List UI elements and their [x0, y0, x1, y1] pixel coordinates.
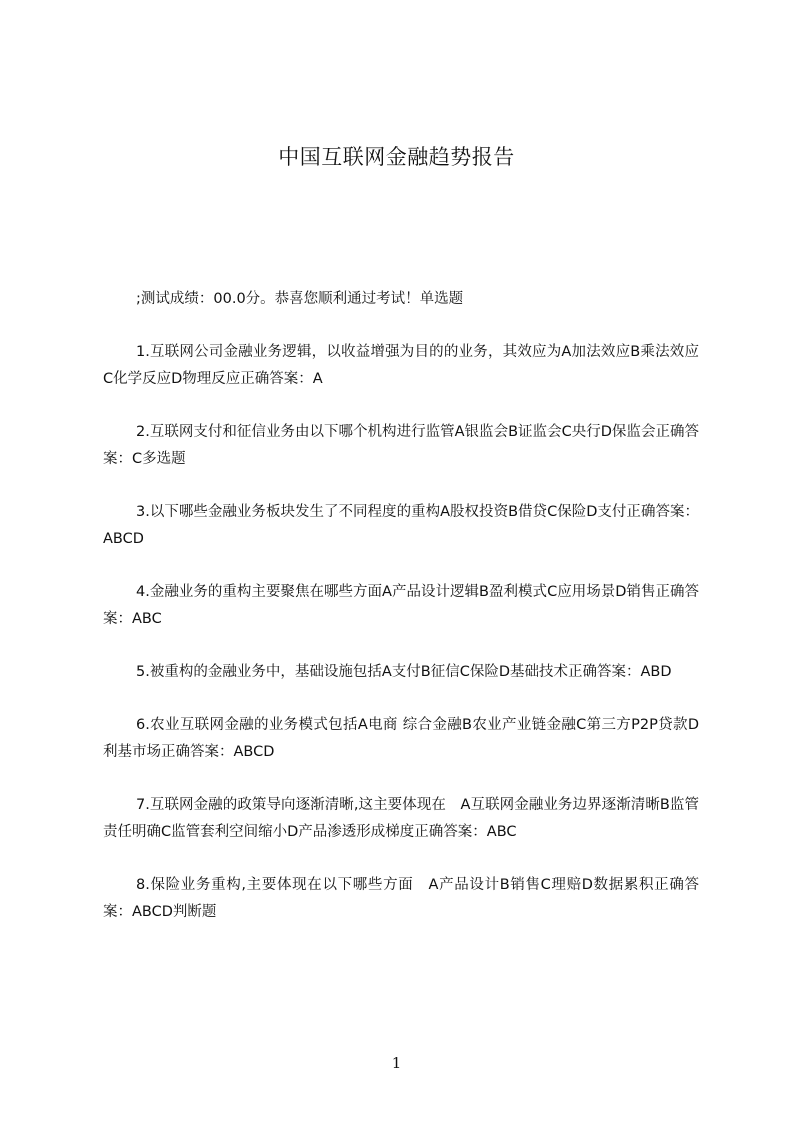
- question-7: 7.互联网金融的政策导向逐渐清晰,这主要体现在 A互联网金融业务边界逐渐清晰B监管责任明确C监管套利空间缩小D产品渗透形成梯度正确答案：ABC: [103, 797, 699, 840]
- document-title: 中国互联网金融趋势报告: [278, 145, 515, 169]
- question-2: 2.互联网支付和征信业务由以下哪个机构进行监管A银监会B证监会C央行D保监会正确答案：C多选题: [103, 424, 699, 467]
- question-3: 3.以下哪些金融业务板块发生了不同程度的重构A股权投资B借贷C保险D支付正确答案：ABCD: [103, 504, 699, 547]
- paragraph-score: ;测试成绩：00.0分。恭喜您顺利通过考试！单选题: [136, 291, 464, 307]
- document-body: [103, 286, 699, 952]
- question-4: 4.金融业务的重构主要聚焦在哪些方面A产品设计逻辑B盈利模式C应用场景D销售正确答案：ABC: [103, 584, 699, 627]
- question-5: 5.被重构的金融业务中，基础设施包括A支付B征信C保险D基础技术正确答案：ABD: [136, 664, 672, 680]
- question-1: 1.互联网公司金融业务逻辑，以收益增强为目的的业务，其效应为A加法效应B乘法效应C化学反应D物理反应正确答案：A: [103, 344, 699, 387]
- question-8: 8.保险业务重构,主要体现在以下哪些方面 A产品设计B销售C理赔D数据累积正确答案：ABCD判断题: [103, 877, 699, 920]
- question-6: 6.农业互联网金融的业务模式包括A电商 综合金融B农业产业链金融C第三方P2P贷款D利基市场正确答案：ABCD: [103, 717, 699, 760]
- page-number: 1: [391, 1054, 402, 1072]
